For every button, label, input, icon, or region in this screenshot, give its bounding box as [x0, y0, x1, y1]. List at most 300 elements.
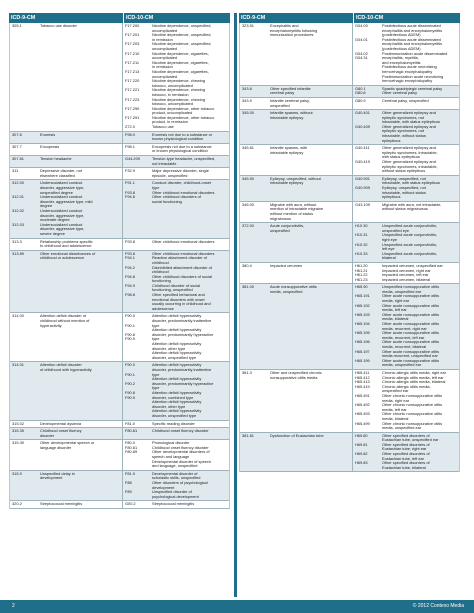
icd9-description-cell — [38, 132, 122, 143]
icd9-code-cell — [10, 362, 38, 419]
icd10-description-line: with status epilepticus — [382, 154, 420, 160]
icd10-description-line: (postinfectious ADEM) — [382, 32, 421, 38]
icd10-description-line: without status epilepticus — [382, 168, 426, 174]
icd10-description-cell — [150, 156, 229, 167]
icd10-description-line: Eustachian tube, bilateral — [382, 464, 426, 470]
table-row — [10, 362, 229, 420]
icd10-description-line: Postinfectious acute disseminated — [382, 36, 441, 42]
icd9-code-line: 343.9 — [242, 97, 252, 103]
icd9-description-line: Other developmental speech or — [40, 440, 95, 446]
icd10-description-line: Postinfectious acute necrotizing — [382, 64, 437, 70]
icd9-code-cell — [240, 284, 268, 369]
icd10-code-cell — [122, 132, 150, 143]
icd10-description-cell — [150, 239, 229, 250]
icd9-description-line: development — [40, 475, 63, 481]
icd10-code-line: F80.89 — [125, 449, 138, 455]
icd9-code-cell — [10, 132, 38, 143]
icd10-description-cell — [380, 86, 459, 97]
icd9-description-cell — [38, 362, 122, 419]
icd10-description-line: disorder, predominantly hyperactive — [152, 331, 214, 337]
icd9-code-line: 320.2 — [12, 501, 22, 507]
icd10-description-line: episode, unspecified — [152, 172, 188, 178]
icd10-description-line: Enuresis not due to a substance or — [152, 131, 213, 137]
icd10-code-line: H10.33 — [355, 250, 368, 256]
icd10-code-line: F17.220 — [125, 78, 140, 84]
icd10-description-line: Unspecified acute conjunctivitis, — [382, 223, 438, 229]
icd10-description-line: usually occurring in childhood and — [152, 301, 211, 307]
icd9-code-line: 381.3 — [242, 369, 252, 375]
icd10-description-cell — [150, 132, 229, 143]
icd10-code-line: F32.9 — [125, 168, 135, 174]
icd10-description-line: Other generalized epilepsy and — [382, 123, 436, 129]
icd9-description-line: disorder, aggressive type, mild — [40, 198, 93, 204]
icd10-description-line: uncomplicated — [152, 55, 178, 61]
icd10-description-line: uncomplicated — [152, 27, 178, 33]
icd10-code-line: F93.8 — [125, 189, 135, 195]
icd10-description-line: Other chronic nonsuppurative otitis — [382, 392, 443, 398]
icd9-code-cell — [240, 202, 268, 222]
icd10-description-cell — [380, 284, 459, 369]
icd10-code-line: H65.499 — [355, 420, 370, 426]
icd10-code-line: F88 — [125, 480, 132, 486]
icd10-description-line: media, left ear — [382, 307, 407, 313]
icd10-code-line: G40.409 — [355, 123, 370, 129]
table-row — [10, 180, 229, 238]
icd9-code-line: 345.00 — [242, 110, 254, 116]
icd10-code-cell — [352, 110, 380, 144]
icd10-description-cell — [150, 421, 229, 428]
table-row — [240, 433, 459, 473]
icd9-description-cell — [38, 144, 122, 155]
icd10-description-line: Developmental disorder of — [152, 470, 198, 476]
icd10-description-line: type — [152, 336, 160, 342]
icd9-code-line: 381.81 — [242, 432, 254, 438]
icd9-code-cell — [240, 86, 268, 97]
icd10-code-line: H65.199 — [355, 357, 370, 363]
icd10-description-line: Attention deficit hyperactivity — [152, 341, 202, 346]
icd9-description-line: Undersocialized conduct — [40, 180, 83, 186]
icd9-description-line: Encephalitis and — [270, 23, 299, 28]
icd10-description-line: Chronic allergic otitis media, left ear — [382, 374, 444, 380]
icd10-code-line: F17.203 — [125, 41, 140, 47]
icd10-description-cell — [150, 428, 229, 439]
icd10-code-cell — [122, 251, 150, 313]
icd9-description-line: unspecified — [270, 102, 290, 108]
icd10-code-line: H65.412 — [355, 374, 370, 380]
icd10-code-line: F94.2 — [125, 264, 135, 270]
icd10-description-line: scholastic skills, unspecified — [152, 475, 201, 481]
icd10-description-line: development — [152, 484, 175, 490]
icd9-description-cell — [38, 313, 122, 361]
icd10-code-line: H65.491 — [355, 392, 370, 398]
icd10-description-line: Nicotine dependence, chewing — [152, 78, 205, 84]
icd10-code-line: H65.411 — [355, 369, 370, 375]
icd9-description-line: Undersocialized conduct — [40, 221, 83, 227]
icd10-description-line: Chronic allergic otitis media, — [382, 383, 431, 389]
icd10-code-line: F17.291 — [125, 114, 140, 120]
icd10-description-line: intractable, with status epilepticus — [382, 180, 440, 186]
icd10-description-line: or known physiological condition — [152, 148, 208, 154]
icd10-description-line: tobacco, uncomplicated — [152, 82, 193, 88]
icd10-code-line — [355, 169, 379, 174]
table-row — [10, 251, 229, 314]
table-row — [240, 98, 459, 110]
icd10-code-line: H65.195 — [355, 330, 370, 336]
icd10-description-line: Postimmunization acute necrotizing — [382, 73, 444, 79]
icd9-code-cell — [10, 180, 38, 237]
icd9-description-line: Attention deficit disorder — [40, 362, 82, 368]
icd10-code-line: G80.9 — [355, 97, 366, 103]
icd9-description-line: immunization procedures — [270, 32, 314, 38]
table-row — [240, 145, 459, 176]
icd10-description-line: Childhood disorder of social — [152, 282, 201, 288]
icd9-code-cell — [10, 313, 38, 361]
icd10-description-line: epileptic syndromes, not — [382, 114, 424, 120]
icd10-description-line: unspecified eye — [382, 227, 410, 233]
table-row — [240, 202, 459, 223]
icd10-description-line: epileptic syndromes, intractable, — [382, 163, 438, 169]
table-row — [10, 471, 229, 502]
icd10-description-line: Other specified disorders of — [382, 432, 430, 438]
table-row — [240, 110, 459, 145]
icd10-code-line: H65.191 — [355, 293, 370, 299]
icd9-description-line: Other and unspecified chronic — [270, 369, 322, 375]
icd9-description-line: disorder, aggressive type, — [40, 226, 85, 232]
icd10-description-line: media, recurrent, left ear — [382, 334, 425, 340]
icd10-description-line: media, unspecified ear — [382, 425, 422, 431]
icd10-code-line: F91.1 — [125, 180, 135, 186]
icd10-description-line: Tobacco use — [152, 124, 174, 130]
right-table-header — [239, 13, 460, 23]
right-code-table — [239, 13, 460, 472]
icd10-code-line: F94.9 — [125, 282, 135, 288]
icd10-code-cell — [122, 180, 150, 237]
icd10-description-line: Tension-type headache, unspecified, — [152, 156, 216, 162]
icd10-description-cell — [150, 362, 229, 419]
icd10-code-line: H69.83 — [355, 460, 368, 466]
table-row — [240, 23, 459, 86]
icd9-description-cell — [38, 421, 122, 428]
icd9-code-line: 315.39 — [12, 440, 24, 446]
icd10-code-line: H69.80 — [355, 432, 368, 438]
icd10-description-line: Nicotine dependence, cigarettes, — [152, 50, 209, 56]
icd9-description-line: Undersocialized conduct — [40, 207, 83, 213]
icd9-code-cell — [240, 223, 268, 262]
icd10-code-line — [355, 61, 379, 66]
icd10-description-line: Chronic allergic otitis media, right ear — [382, 369, 447, 375]
icd10-code-line: F90.8 — [125, 331, 135, 337]
icd9-code-cell — [240, 110, 268, 144]
icd10-description-line: Other childhood disorders of — [152, 194, 201, 200]
icd9-code-line: 323.51 — [242, 23, 254, 28]
icd10-code-line: F93.8 — [125, 238, 135, 244]
icd10-code-line: F17.201 — [125, 32, 140, 38]
icd10-description-line: Nicotine dependence, other tobacco — [152, 105, 215, 111]
icd10-code-line: F17.290 — [125, 105, 140, 111]
icd9-code-cell — [240, 23, 268, 85]
icd10-description-line: media, bilateral — [382, 316, 409, 322]
right-table-rows — [239, 23, 460, 472]
icd10-description-line: Attention deficit hyperactivity — [152, 313, 202, 319]
icd9-description-line: Migraine with aura, without — [270, 201, 317, 207]
icd10-description-cell — [150, 501, 229, 508]
icd10-description-line: Other childhood emotional disorders — [152, 189, 215, 195]
icd10-code-line: F17.213 — [125, 68, 140, 74]
icd9-description-cell — [268, 370, 352, 432]
icd10-description-line: childhood — [152, 259, 169, 265]
icd10-code-line: F94.8 — [125, 194, 135, 200]
icd10-code-cell — [352, 433, 380, 472]
icd9-description-cell — [38, 180, 122, 237]
icd10-description-line: media, recurrent, right ear — [382, 325, 427, 331]
icd10-code-line: F17.200 — [125, 23, 140, 28]
icd10-code-line: H65.197 — [355, 348, 370, 354]
icd10-description-line: Attention deficit hyperactivity — [152, 362, 202, 368]
icd10-code-line — [125, 298, 149, 303]
icd9-code-line: 380.4 — [242, 262, 252, 268]
icd9-description-line: Streptococcal meningitis — [40, 501, 83, 507]
icd10-code-cell — [352, 145, 380, 175]
icd10-description-line: Other specified disorders of — [382, 441, 430, 447]
icd10-description-cell — [380, 23, 459, 85]
icd9-code-cell — [240, 433, 268, 472]
icd10-code-cell — [122, 440, 150, 470]
icd10-code-line: H65.193 — [355, 311, 370, 317]
icd10-description-line: Nicotine dependence, unspecified, — [152, 32, 212, 38]
icd10-description-line: Spastic quadriplegic cerebral palsy — [382, 85, 443, 91]
icd10-description-line: Other developmental disorders of — [152, 449, 210, 455]
icd10-description-line: intractable, with status epilepticus — [382, 119, 440, 125]
table-row — [10, 144, 229, 156]
icd10-description-line: Phonological disorder — [152, 440, 190, 446]
icd10-description-line: Attention deficit hyperactivity — [152, 399, 202, 405]
icd10-description-line: disorder, predominantly inattentive — [152, 318, 212, 324]
copyright-text: © 2012 Contexo Media — [412, 603, 464, 609]
icd9-description-line: mention of intractable migraine — [270, 206, 324, 212]
icd9-code-cell — [240, 176, 268, 201]
icd10-description-line: Epilepsy, unspecified, not — [382, 185, 426, 190]
icd10-description-line: in remission — [152, 64, 173, 70]
icd9-code-line: 312.00 — [12, 180, 24, 186]
icd9-description-cell — [268, 110, 352, 144]
icd9-description-line: media, unspecified — [270, 288, 303, 294]
icd10-code-cell — [352, 23, 380, 85]
icd9-code-line: 313.89 — [12, 250, 24, 256]
icd10-code-line: H69.81 — [355, 441, 368, 447]
icd10-description-cell — [380, 223, 459, 262]
icd10-description-line: Other generalized epilepsy and — [382, 159, 436, 165]
icd10-description-line: Childhood onset fluency disorder — [152, 428, 209, 434]
icd9-description-cell — [268, 284, 352, 369]
icd10-description-line: disorder, other type — [152, 403, 186, 409]
icd10-code-line: F90.0 — [125, 362, 135, 368]
icd10-description-line: unspecified ear — [382, 388, 409, 394]
page-footer — [0, 600, 474, 613]
icd9-description-line: Developmental dyslexia — [40, 420, 82, 426]
icd10-code-line: F90.9 — [125, 394, 135, 400]
icd9-description-cell — [38, 156, 122, 167]
icd9-description-line: Unspecified delay in — [40, 470, 75, 476]
icd10-description-line: Other acute nonsuppurative otitis — [382, 339, 440, 345]
icd9-description-line: hyperactivity — [40, 322, 62, 328]
icd10-code-cell — [122, 168, 150, 179]
icd10-description-line: uncomplicated — [152, 73, 178, 79]
icd10-code-line: G80.1 — [355, 85, 366, 91]
icd9-code-cell — [10, 501, 38, 508]
icd10-code-cell — [122, 501, 150, 508]
icd10-code-cell — [352, 86, 380, 97]
icd9-code-line: 314.00 — [12, 313, 24, 319]
icd10-code-line: H65.413 — [355, 379, 370, 385]
icd10-description-line: Other chronic nonsuppurative otitis — [382, 402, 443, 408]
icd10-code-line — [355, 191, 379, 196]
icd10-description-line: Epilepsy, unspecified, not — [382, 175, 426, 181]
icd10-description-line: Nicotine dependence, unspecified, — [152, 41, 212, 47]
icd10-code-line: H61.20 — [355, 262, 368, 268]
icd9-description-line: encephalomyelitis following — [270, 27, 318, 33]
table-row — [10, 156, 229, 168]
icd10-description-line: product, in remission — [152, 119, 188, 125]
icd10-description-line: epilepticus — [382, 137, 401, 143]
icd10-code-line: F80.0 — [125, 440, 135, 446]
icd10-description-line: Impacted cerumen, right ear — [382, 267, 431, 273]
icd9-description-line: Tension headache — [40, 156, 72, 162]
icd10-description-line: Conduct disorder, childhood-onset — [152, 180, 212, 186]
icd10-description-cell — [380, 202, 459, 222]
icd10-description-line: Eustachian tube, left ear — [382, 455, 424, 461]
icd9-code-line: 315.9 — [12, 470, 22, 476]
icd10-code-line: H10.30 — [355, 223, 368, 229]
icd10-description-line: Other acute nonsuppurative otitis — [382, 321, 440, 327]
icd10-description-line: speech and language — [152, 454, 190, 460]
icd10-description-line: Developmental disorder of speech — [152, 458, 212, 464]
icd9-code-line: 315.02 — [12, 420, 24, 426]
left-table-header — [9, 13, 230, 23]
table-row — [240, 223, 459, 263]
icd10-description-line: disorder, predominantly hyperactive — [152, 380, 214, 386]
icd10-description-cell — [380, 263, 459, 283]
icd10-description-line: Chronic allergic otitis media, bilateral — [382, 379, 446, 385]
icd10-code-line: F98.0 — [125, 131, 135, 137]
table-row — [240, 176, 459, 202]
icd9-description-cell — [268, 86, 352, 97]
icd10-code-line: G43.109 — [355, 201, 370, 207]
icd10-description-line: encephalitis, myelitis, — [382, 55, 419, 61]
icd9-description-line: Undersocialized conduct — [40, 194, 83, 200]
page-number: 2 — [12, 603, 15, 609]
icd10-description-line: social functioning — [152, 198, 182, 204]
icd10-description-line: functioning, unspecified — [152, 287, 193, 293]
icd10-description-line: media, left ear — [382, 406, 407, 412]
icd10-description-line: tobacco, uncomplicated — [152, 101, 193, 107]
icd10-description-line: Other generalized epilepsy and — [382, 145, 436, 151]
icd9-description-line: elsewhere classified — [40, 172, 75, 178]
icd9-description-line: Relationship problems specific — [40, 238, 93, 244]
icd10-code-cell — [352, 202, 380, 222]
icd10-description-line: psychological development — [152, 493, 199, 499]
icd10-description-line: disorder, unspecified type — [152, 412, 197, 418]
icd9-code-line: 315.35 — [12, 428, 24, 434]
icd10-code-line: F17.210 — [125, 50, 140, 56]
icd10-description-line: Nicotine dependence, unspecified, — [152, 23, 212, 28]
icd9-code-line: 307.7 — [12, 143, 22, 149]
icd10-description-line: type — [152, 371, 160, 377]
icd10-description-cell — [150, 23, 229, 131]
icd10-code-line: H61.22 — [355, 272, 368, 278]
icd10-description-cell — [150, 471, 229, 501]
icd10-description-cell — [380, 145, 459, 175]
icd10-description-line: Other childhood emotional disorders — [152, 250, 215, 256]
icd10-description-line: media recurrent, unspecified ear — [382, 353, 438, 359]
icd10-description-line: Other specified behavioral and — [152, 292, 205, 298]
icd9-description-line: disorder, aggressive type, — [40, 212, 85, 218]
icd10-code-line: F80.81 — [125, 444, 138, 450]
icd9-description-line: intractable epilepsy — [270, 180, 304, 186]
icd9-description-line: childhood or adolescence — [40, 255, 85, 261]
icd9-code-line: 381.00 — [242, 284, 254, 290]
icd9-description-cell — [38, 23, 122, 131]
icd9-description-cell — [38, 501, 122, 508]
icd10-code-line — [355, 256, 379, 261]
icd9-description-line: unspecified — [270, 227, 290, 233]
icd10-code-cell — [352, 98, 380, 109]
icd10-code-line: H65.196 — [355, 339, 370, 345]
icd10-code-cell — [352, 263, 380, 283]
icd9-code-cell — [10, 156, 38, 167]
icd10-description-line: epileptic syndromes, not — [382, 128, 424, 134]
right-header-icd10: ICD-10-CM — [353, 13, 460, 23]
icd10-description-line: Other chronic nonsuppurative otitis — [382, 411, 443, 417]
table-row — [240, 370, 459, 433]
icd10-description-line: Other acute nonsuppurative otitis — [382, 357, 440, 363]
icd10-description-line: disorder, predominantly inattentive — [152, 366, 212, 372]
icd9-description-line: intractable epilepsy — [270, 149, 304, 155]
icd9-code-line: 312.02 — [12, 207, 24, 213]
table-row — [10, 132, 229, 144]
right-header-icd9: ICD-9-CM — [241, 15, 266, 21]
icd9-code-cell — [10, 428, 38, 439]
icd10-description-cell — [150, 313, 229, 361]
icd10-code-line: F90.0 — [125, 313, 135, 319]
icd9-code-line: 314.01 — [12, 362, 24, 368]
icd10-code-line: F89 — [125, 489, 132, 495]
icd9-description-cell — [268, 176, 352, 201]
icd10-code-line — [355, 426, 379, 431]
icd9-description-line: Attention deficit disorder of — [40, 313, 87, 319]
icd9-code-line: 343.8 — [242, 85, 252, 91]
icd10-description-line: Eustachian tube, unspecified ear — [382, 437, 439, 443]
icd10-code-line — [125, 455, 149, 460]
icd10-code-line: F81.0 — [125, 420, 135, 426]
icd10-code-cell — [352, 284, 380, 369]
icd9-code-cell — [10, 239, 38, 250]
icd9-description-line: childhood without mention of — [40, 318, 90, 324]
icd10-code-cell — [122, 23, 150, 131]
icd9-description-cell — [38, 168, 122, 179]
icd10-description-line: Nicotine dependence, chewing — [152, 96, 205, 102]
icd9-description-line: without mention of status — [270, 210, 314, 216]
icd10-description-line: adolescence — [152, 305, 174, 311]
icd9-description-line: migrainosus — [270, 215, 291, 221]
icd10-code-cell — [122, 313, 150, 361]
icd10-description-line: bilateral — [382, 255, 396, 261]
icd10-code-cell — [122, 144, 150, 155]
icd10-description-line: epileptic syndromes, intractable, — [382, 149, 438, 155]
icd10-description-line: media, recurrent, bilateral — [382, 344, 427, 349]
icd9-description-cell — [268, 202, 352, 222]
icd10-code-line: H65.419 — [355, 383, 370, 389]
icd10-description-cell — [380, 176, 459, 201]
